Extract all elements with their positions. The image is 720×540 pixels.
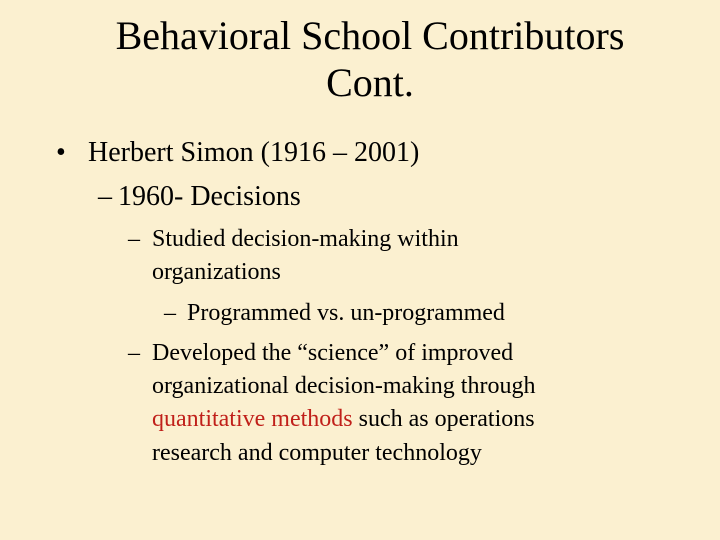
highlight-quantitative-methods: quantitative methods bbox=[152, 406, 353, 432]
bullet-herbert-simon: Herbert Simon (1916 – 2001) bbox=[88, 137, 420, 168]
title-line-2: Cont. bbox=[326, 60, 414, 105]
sub-bullet-decisions: 1960- Decisions bbox=[118, 181, 301, 212]
item1-line-1: Studied decision-making within bbox=[152, 226, 459, 252]
item1-marker: – bbox=[128, 226, 140, 252]
item2-line-3 bbox=[152, 403, 535, 436]
title-line-1: Behavioral School Contributors bbox=[115, 13, 625, 58]
bullet-marker: • bbox=[56, 137, 66, 168]
item1-line-2: organizations bbox=[152, 259, 281, 285]
item1a-marker: – bbox=[164, 300, 176, 326]
item2-line-1: Developed the “science” of improved bbox=[152, 340, 514, 366]
sub-bullet-marker: – bbox=[98, 181, 112, 212]
item2-line-2: organizational decision-making through bbox=[152, 373, 536, 399]
slide-title bbox=[40, 12, 700, 106]
item1a-text: Programmed vs. un-programmed bbox=[187, 300, 505, 326]
item2-line-3-rest: such as operations bbox=[352, 406, 535, 432]
item2-marker: – bbox=[128, 340, 140, 366]
item2-line-4: research and computer technology bbox=[152, 440, 482, 466]
